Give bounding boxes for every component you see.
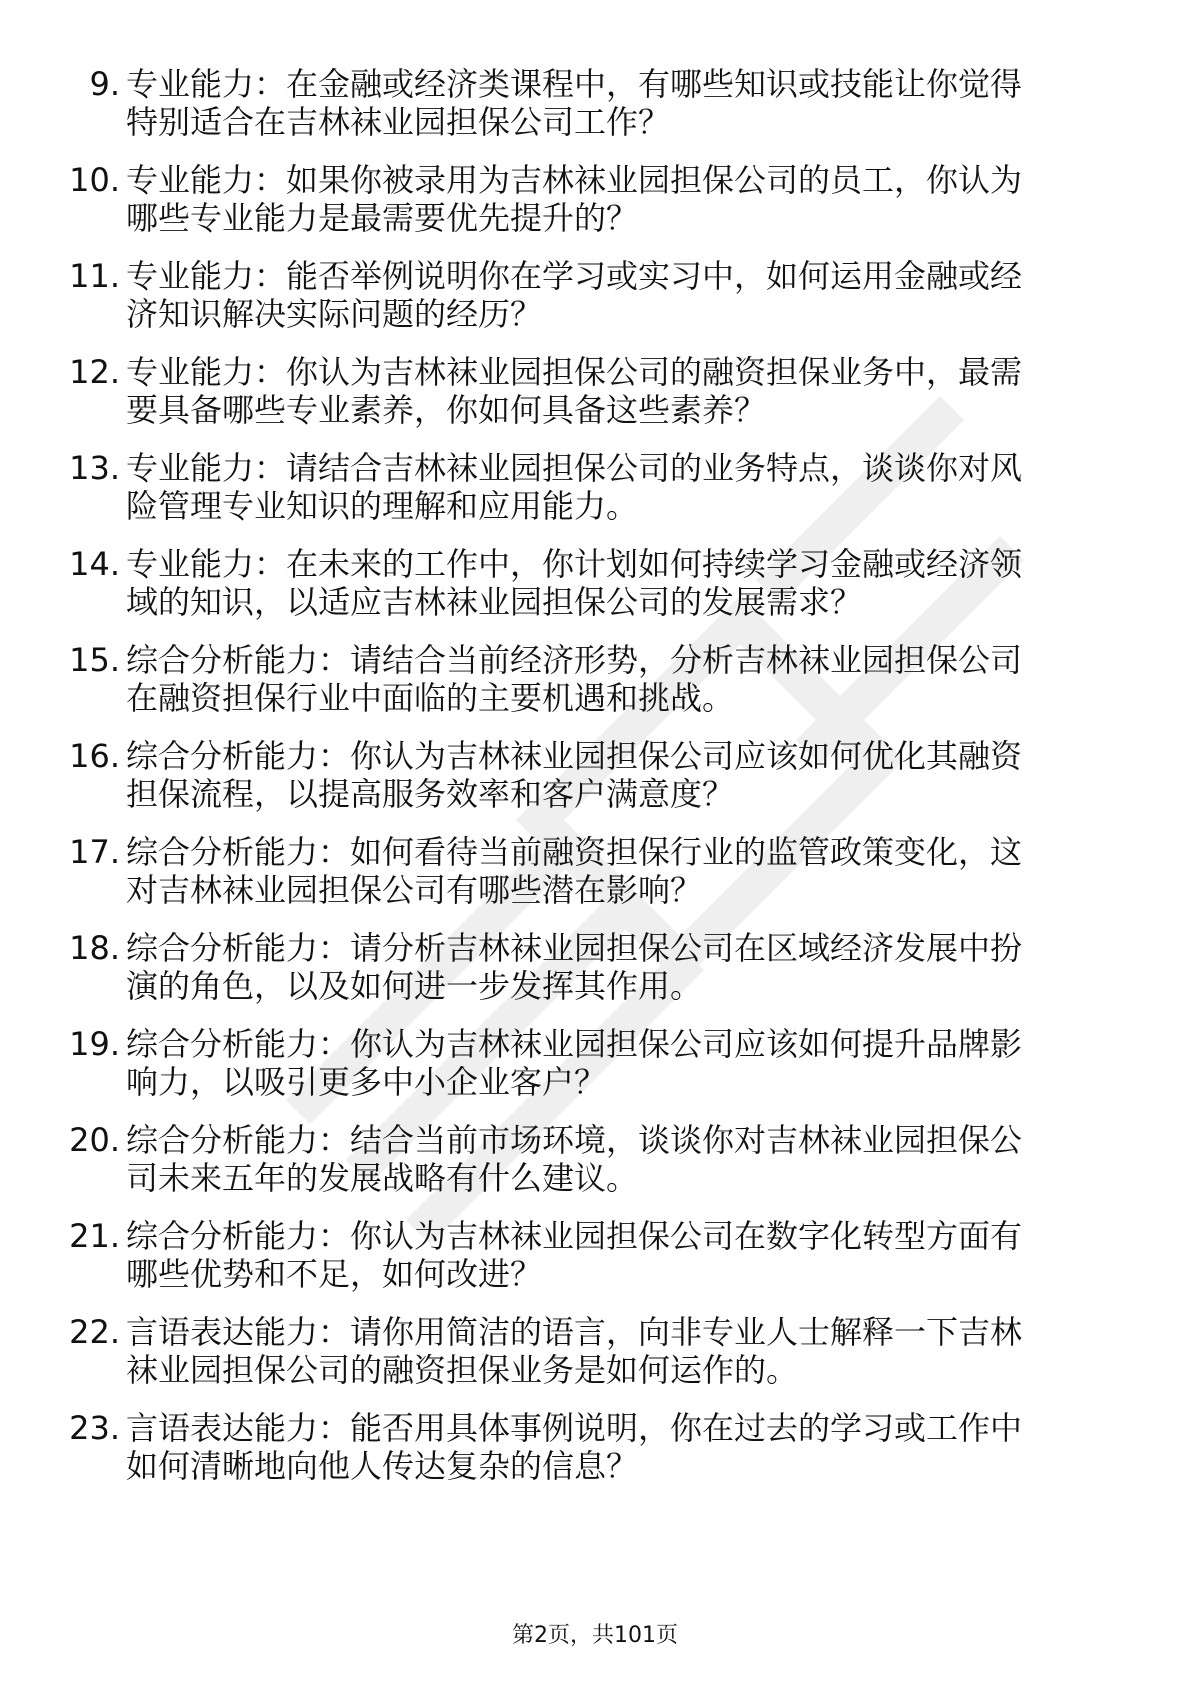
question-number: 22. [69, 1313, 120, 1351]
question-text-line-1: 综合分析能力：请结合当前经济形势，分析吉林袜业园担保公司 [126, 641, 1023, 679]
question-item [0, 1216, 1190, 1312]
question-item [0, 1024, 1190, 1120]
question-text-line-1: 专业能力：如果你被录用为吉林袜业园担保公司的员工，你认为 [126, 161, 1023, 199]
question-text-line-1: 言语表达能力：请你用简洁的语言，向非专业人士解释一下吉林 [126, 1313, 1023, 1351]
question-number: 9. [89, 65, 120, 103]
question-item [0, 736, 1190, 832]
question-number: 16. [69, 737, 120, 775]
question-item [0, 928, 1190, 1024]
question-number: 14. [69, 545, 120, 583]
question-item [0, 832, 1190, 928]
question-text-line-2: 哪些优势和不足，如何改进？ [126, 1255, 543, 1293]
question-text-line-2: 哪些专业能力是最需要优先提升的？ [126, 199, 639, 237]
question-text-line-1: 综合分析能力：你认为吉林袜业园担保公司应该如何提升品牌影 [126, 1025, 1023, 1063]
question-number: 18. [69, 929, 120, 967]
question-text-line-1: 专业能力：能否举例说明你在学习或实习中，如何运用金融或经 [126, 257, 1023, 295]
question-text-line-2: 要具备哪些专业素养，你如何具备这些素养？ [126, 391, 767, 429]
question-item [0, 544, 1190, 640]
question-number: 17. [69, 833, 120, 871]
question-text-line-1: 言语表达能力：能否用具体事例说明，你在过去的学习或工作中 [126, 1409, 1023, 1447]
question-text-line-2: 在融资担保行业中面临的主要机遇和挑战。 [126, 679, 735, 717]
question-text-line-2: 对吉林袜业园担保公司有哪些潜在影响？ [126, 871, 703, 909]
page-number-footer: 第2页，共101页 [512, 1623, 678, 1648]
question-number: 20. [69, 1121, 120, 1159]
question-text-line-1: 专业能力：你认为吉林袜业园担保公司的融资担保业务中，最需 [126, 353, 1023, 391]
question-number: 21. [69, 1217, 120, 1255]
question-text-line-2: 演的角色，以及如何进一步发挥其作用。 [126, 967, 703, 1005]
question-text-line-2: 特别适合在吉林袜业园担保公司工作？ [126, 103, 671, 141]
question-item [0, 352, 1190, 448]
question-text-line-1: 综合分析能力：请分析吉林袜业园担保公司在区域经济发展中扮 [126, 929, 1023, 967]
question-item [0, 448, 1190, 544]
question-text-line-2: 响力，以吸引更多中小企业客户？ [126, 1063, 607, 1101]
question-number: 12. [69, 353, 120, 391]
question-text-line-2: 济知识解决实际问题的经历？ [126, 295, 543, 333]
question-text-line-2: 险管理专业知识的理解和应用能力。 [126, 487, 639, 525]
question-item [0, 160, 1190, 256]
question-item [0, 1312, 1190, 1408]
question-text-line-1: 专业能力：在金融或经济类课程中，有哪些知识或技能让你觉得 [126, 65, 1023, 103]
question-text-line-2: 域的知识，以适应吉林袜业园担保公司的发展需求？ [126, 583, 863, 621]
question-text-line-1: 综合分析能力：你认为吉林袜业园担保公司在数字化转型方面有 [126, 1217, 1023, 1255]
question-text-line-2: 如何清晰地向他人传达复杂的信息？ [126, 1447, 639, 1485]
question-text-line-1: 专业能力：请结合吉林袜业园担保公司的业务特点，谈谈你对风 [126, 449, 1023, 487]
question-number: 23. [69, 1409, 120, 1447]
question-item [0, 64, 1190, 160]
question-text-line-2: 担保流程，以提高服务效率和客户满意度？ [126, 775, 735, 813]
question-number: 19. [69, 1025, 120, 1063]
question-text-line-2: 司未来五年的发展战略有什么建议。 [126, 1159, 639, 1197]
question-text-line-1: 综合分析能力：如何看待当前融资担保行业的监管政策变化，这 [126, 833, 1023, 871]
question-number: 13. [69, 449, 120, 487]
question-text-line-1: 专业能力：在未来的工作中，你计划如何持续学习金融或经济领 [126, 545, 1023, 583]
question-number: 10. [69, 161, 120, 199]
question-item [0, 1408, 1190, 1504]
question-number: 11. [69, 257, 120, 295]
question-number: 15. [69, 641, 120, 679]
question-text-line-1: 综合分析能力：结合当前市场环境，谈谈你对吉林袜业园担保公 [126, 1121, 1023, 1159]
question-text-line-2: 袜业园担保公司的融资担保业务是如何运作的。 [126, 1351, 799, 1389]
question-item [0, 640, 1190, 736]
question-text-line-1: 综合分析能力：你认为吉林袜业园担保公司应该如何优化其融资 [126, 737, 1023, 775]
question-item [0, 256, 1190, 352]
question-item [0, 1120, 1190, 1216]
